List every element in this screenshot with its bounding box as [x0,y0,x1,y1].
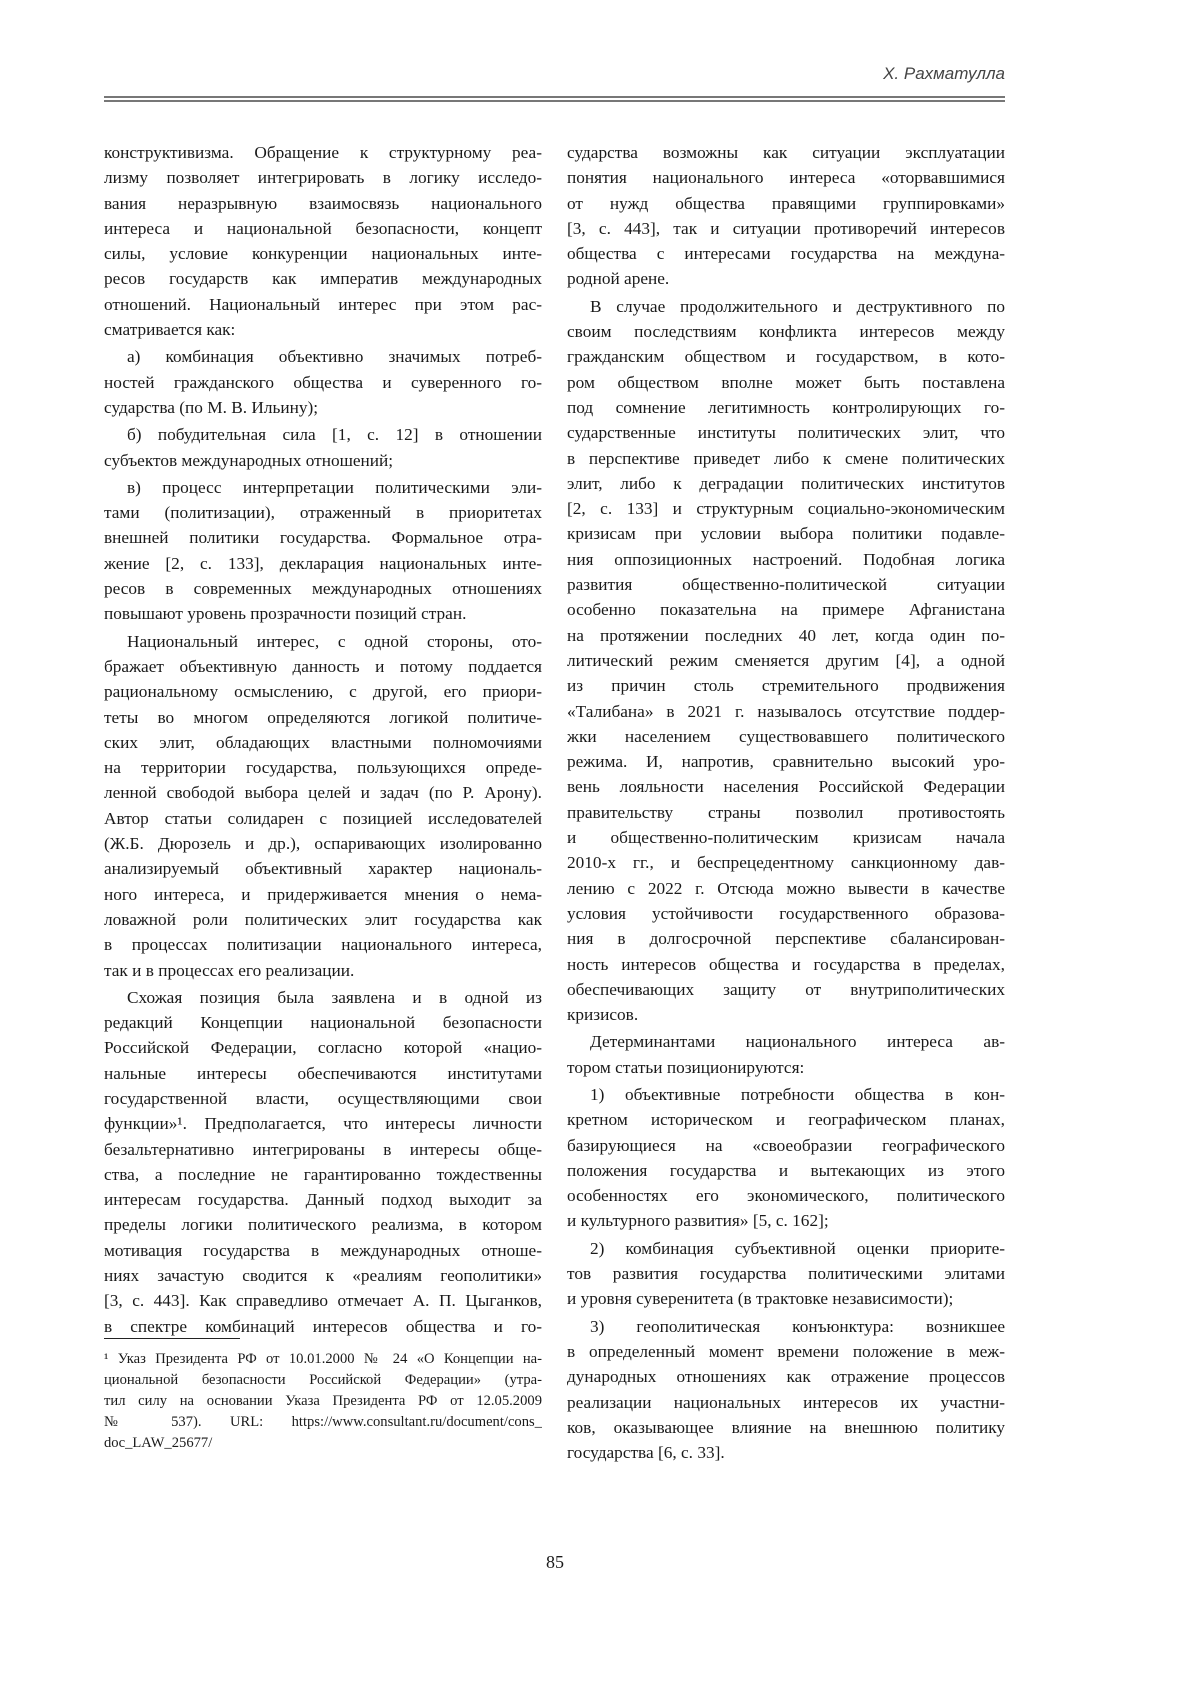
paragraph [567,1236,1005,1312]
header-rule [104,96,1005,102]
text-line: В случае продолжительного и деструктивного по [567,294,1005,319]
text-line: повышают уровень прозрачности позиций стран. [104,601,542,626]
text-line: интересам государства. Данный подход выходит за [104,1187,542,1212]
text-line: в) процесс интерпретации политическими эли- [104,475,542,500]
footnote-line: ¹ Указ Президента РФ от 10.01.2000 № 24 «О Концепции на- [104,1349,542,1370]
text-line: особенно показательна на примере Афганистана [567,597,1005,622]
text-line: силы, условие конкуренции национальных инте- [104,241,542,266]
text-line: тами (политизации), отраженный в приоритетах [104,500,542,525]
text-line: базирующиеся на «своеобразии географического [567,1133,1005,1158]
text-line: отношений. Национальный интерес при этом рас- [104,292,542,317]
text-line: на протяжении последних 40 лет, когда один по- [567,623,1005,648]
text-line: ния оппозиционных настроений. Подобная логика [567,547,1005,572]
text-line: [3, с. 443], так и ситуации противоречий интересов [567,216,1005,241]
text-line: ность интересов общества и государства в пределах, [567,952,1005,977]
text-line: Схожая позиция была заявлена и в одной из [104,985,542,1010]
text-line: ленной свободой выбора целей и задач (по Р. Арону). [104,780,542,805]
footnote-line: № 537). URL: https://www.consultant.ru/document/cons_ [104,1412,542,1433]
text-line: тором статьи позиционируются: [567,1055,1005,1080]
text-line: кризисов. [567,1002,1005,1027]
text-line: гражданским обществом и государством, в кото- [567,344,1005,369]
left-column [104,140,542,1341]
text-line: функции»¹. Предполагается, что интересы личности [104,1111,542,1136]
text-line: Российской Федерации, согласно которой «нацио- [104,1035,542,1060]
text-line: общества с интересами государства на междуна- [567,241,1005,266]
text-line: сматривается как: [104,317,542,342]
text-line: субъектов международных отношений; [104,448,542,473]
text-line: тов развития государства политическими элитами [567,1261,1005,1286]
footnote-line: циональной безопасности Российской Федерации» (утра- [104,1370,542,1391]
paragraph [104,422,542,473]
paragraph [567,1082,1005,1234]
footnote-line: тил силу на основании Указа Президента РФ от 12.05.2009 [104,1391,542,1412]
paragraph [104,985,542,1339]
text-line: 2010-х гг., и беспрецедентному санкционному дав- [567,850,1005,875]
right-column [567,140,1005,1467]
text-line: интереса и национальной безопасности, концепт [104,216,542,241]
paragraph [567,1314,1005,1466]
text-line: «Талибана» в 2021 г. называлось отсутствие поддер- [567,699,1005,724]
text-line: Национальный интерес, с одной стороны, ото- [104,629,542,654]
text-line: лизму позволяет интегрировать в логику исследо- [104,165,542,190]
text-line: ниях зачастую сводится к «реалиям геополитики» [104,1263,542,1288]
text-line: обеспечивающих защиту от внутриполитических [567,977,1005,1002]
text-line: так и в процессах его реализации. [104,958,542,983]
text-line: государственной власти, осуществляющими свои [104,1086,542,1111]
text-line: Детерминантами национального интереса ав- [567,1029,1005,1054]
footnote-separator [104,1338,240,1339]
text-line: дународных отношениях как отражение процессов [567,1364,1005,1389]
text-line: ресов в современных международных отношениях [104,576,542,601]
text-line: сударственные институты политических элит, что [567,420,1005,445]
text-line: кретном историческом и географическом планах, [567,1107,1005,1132]
text-line: в определенный момент времени положение в меж- [567,1339,1005,1364]
text-line: безальтернативно интегрированы в интересы обще- [104,1137,542,1162]
paragraph [104,629,542,983]
text-line: на территории государства, пользующихся опреде- [104,755,542,780]
text-line: [2, с. 133] и структурным социально-экономическим [567,496,1005,521]
text-line: ков, оказывающее влияние на внешнюю политику [567,1415,1005,1440]
text-line: литический режим сменяется другим [4], а одной [567,648,1005,673]
footnote [104,1349,542,1454]
text-line: положения государства и вытекающих из этого [567,1158,1005,1183]
text-line: условия устойчивости государственного образова- [567,901,1005,926]
paragraph [567,140,1005,292]
text-line: ства, а последние не гарантированно тождественны [104,1162,542,1187]
text-line: развития общественно-политической ситуации [567,572,1005,597]
text-line: мотивация государства в международных отноше- [104,1238,542,1263]
text-line: вания неразрывную взаимосвязь национального [104,191,542,216]
text-line: ного интереса, и придерживается мнения о нема- [104,882,542,907]
text-line: родной арене. [567,266,1005,291]
text-line: особенностях его экономического, политического [567,1183,1005,1208]
paragraph [104,475,542,627]
text-line: своим последствиям конфликта интересов между [567,319,1005,344]
text-line: 3) геополитическая конъюнктура: возникшее [567,1314,1005,1339]
text-line: конструктивизма. Обращение к структурному реа- [104,140,542,165]
text-line: ром обществом вполне может быть поставлена [567,370,1005,395]
text-line: от нужд общества правящими группировками» [567,191,1005,216]
text-line: жение [2, с. 133], декларация национальных инте- [104,551,542,576]
text-line: ресов государств как императив международных [104,266,542,291]
text-line: в спектре комбинаций интересов общества и го- [104,1314,542,1339]
text-line: государства [6, с. 33]. [567,1440,1005,1465]
paragraph [567,294,1005,1028]
text-line: и уровня суверенитета (в трактовке независимости); [567,1286,1005,1311]
text-line: и общественно-политическим кризисам начала [567,825,1005,850]
text-line: 1) объективные потребности общества в кон- [567,1082,1005,1107]
text-line: редакций Концепции национальной безопасности [104,1010,542,1035]
text-line: 2) комбинация субъективной оценки приорите- [567,1236,1005,1261]
text-line: жки населением существовавшего политического [567,724,1005,749]
text-line: бражает объективную данность и потому поддается [104,654,542,679]
text-line: вень лояльности населения Российской Федерации [567,774,1005,799]
text-line: под сомнение легитимность контролирующих го- [567,395,1005,420]
text-line: сударства (по М. В. Ильину); [104,395,542,420]
text-line: в процессах политизации национального интереса, [104,932,542,957]
text-line: кризисам при условии выбора политики подавле- [567,521,1005,546]
text-line: а) комбинация объективно значимых потреб- [104,344,542,369]
text-line: правительству страны позволил противостоять [567,800,1005,825]
text-line: ния в долгосрочной перспективе сбалансирован- [567,926,1005,951]
text-line: понятия национального интереса «оторвавшимися [567,165,1005,190]
running-head-author: Х. Рахматулла [883,64,1005,84]
text-line: режима. И, напротив, сравнительно высокий уро- [567,749,1005,774]
text-line: анализируемый объективный характер националь- [104,856,542,881]
text-line: реализации национальных интересов их участни- [567,1390,1005,1415]
text-line: и культурного развития» [5, с. 162]; [567,1208,1005,1233]
text-line: ских элит, обладающих властными полномочиями [104,730,542,755]
text-line: из причин столь стремительного продвижения [567,673,1005,698]
text-line: (Ж.Б. Дюрозель и др.), оспаривающих изолированно [104,831,542,856]
text-line: б) побудительная сила [1, с. 12] в отношении [104,422,542,447]
paragraph [104,140,542,342]
text-line: в перспективе приведет либо к смене политических [567,446,1005,471]
text-line: внешней политики государства. Формальное отра- [104,525,542,550]
text-line: сударства возможны как ситуации эксплуатации [567,140,1005,165]
text-line: элит, либо к деградации политических институтов [567,471,1005,496]
text-line: ностей гражданского общества и суверенного го- [104,370,542,395]
text-line: лению с 2022 г. Отсюда можно вывести в качестве [567,876,1005,901]
text-line: [3, с. 443]. Как справедливо отмечает А. П. Цыганков, [104,1288,542,1313]
text-line: Автор статьи солидарен с позицией исследователей [104,806,542,831]
page-number: 85 [0,1552,1110,1573]
footnote-line: doc_LAW_25677/ [104,1433,542,1454]
text-line: теты во многом определяются логикой политиче- [104,705,542,730]
paragraph [104,344,542,420]
text-line: нальные интересы обеспечиваются институтами [104,1061,542,1086]
text-line: пределы логики политического реализма, в котором [104,1212,542,1237]
text-line: рациональному осмыслению, с другой, его приори- [104,679,542,704]
paragraph [567,1029,1005,1080]
text-line: ловажной роли политических элит государства как [104,907,542,932]
